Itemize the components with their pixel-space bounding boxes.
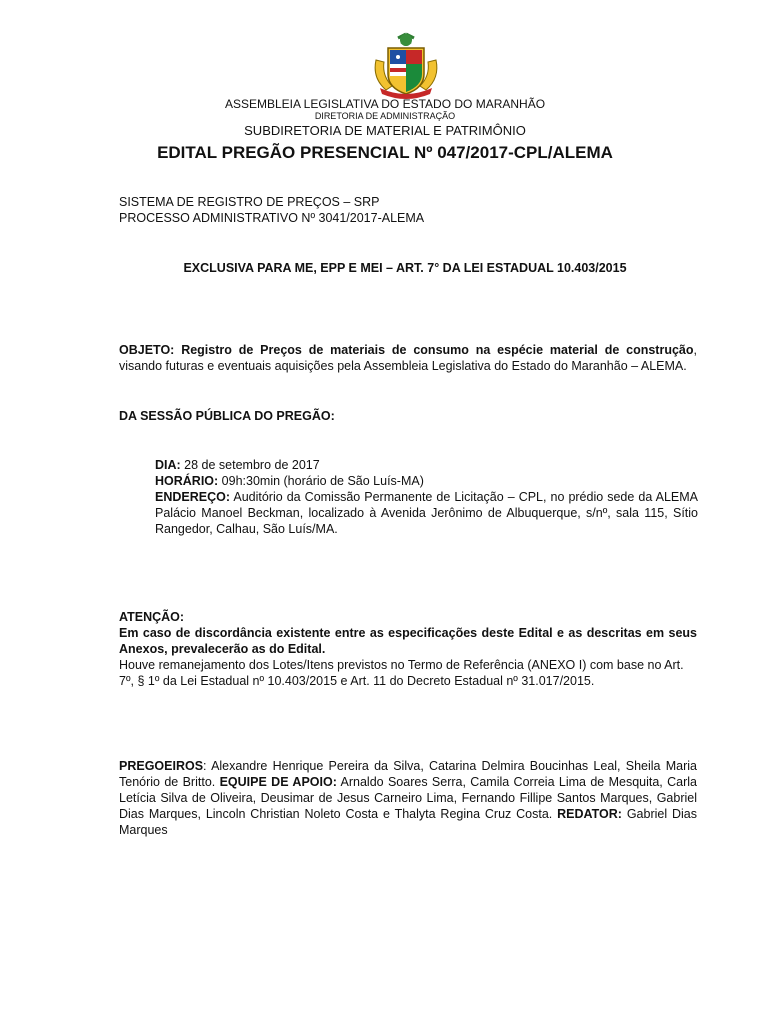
date-label: DIA:	[155, 458, 181, 472]
editor-name: Gabriel Dias Marques	[119, 807, 697, 837]
address-label: ENDEREÇO:	[155, 490, 231, 504]
exclusive-notice: EXCLUSIVA PARA ME, EPP E MEI – ART. 7° DA LEI ESTADUAL 10.403/2015	[183, 261, 627, 275]
subdirectorate-name: SUBDIRETORIA DE MATERIAL E PATRIMÔNIO	[244, 123, 526, 138]
editor-label: REDATOR:	[557, 807, 622, 821]
object-paragraph	[119, 342, 697, 374]
team-paragraph	[119, 758, 697, 838]
session-details	[155, 457, 698, 537]
object-text: , visando futuras e eventuais aquisições pela Assembleia Legislativa do Estado do Maranhão – ALEMA.	[119, 343, 697, 373]
process-line: PROCESSO ADMINISTRATIVO Nº 3041/2017-ALEMA	[119, 211, 425, 225]
support-team-label: EQUIPE DE APOIO:	[219, 775, 337, 789]
date-value: 28 de setembro de 2017	[180, 458, 320, 472]
address-value: Auditório da Comissão Permanente de Licitação – CPL, no prédio sede da ALEMA Palácio Manoel Beckman, localizado à Avenida Jerônimo de Albuquerque, s/nº, sala 115, Sítio Rangedor, Calhau, São Luís/MA.	[155, 490, 698, 536]
institution-name: ASSEMBLEIA LEGISLATIVA DO ESTADO DO MARANHÃO	[224, 97, 546, 111]
attention-label: ATENÇÃO:	[119, 610, 185, 624]
document-title: EDITAL PREGÃO PRESENCIAL Nº 047/2017-CPL/ALEMA	[157, 143, 613, 162]
coat-of-arms-icon	[368, 30, 444, 100]
srp-block	[119, 194, 697, 226]
object-label: OBJETO:	[119, 343, 175, 357]
attention-block	[119, 609, 697, 689]
pregoeiros-names: : Alexandre Henrique Pereira da Silva, Catarina Delmira Boucinhas Leal, Sheila Maria Tenório de Britto.	[119, 759, 697, 789]
pregoeiros-label: PREGOEIROS	[119, 759, 204, 773]
support-team-names: Arnaldo Soares Serra, Camila Correia Lima de Mesquita, Carla Letícia Silva de Oliveira, Deusimar de Jesus Carneiro Lima, Fernando Fillipe Santos Marques, Gabriel Dias Marques, Lincoln Christian Noleto Costa e Thalyta Regina Cruz Costa.	[119, 775, 697, 821]
directorate-name: DIRETORIA DE ADMINISTRAÇÃO	[314, 111, 456, 121]
time-value: 09h:30min (horário de São Luís-MA)	[218, 474, 424, 488]
time-label: HORÁRIO:	[155, 474, 219, 488]
attention-text: Houve remanejamento dos Lotes/Itens previstos no Termo de Referência (ANEXO I) com base no Art. 7º, § 1º da Lei Estadual nº 10.403/2015 e Art. 11 do Decreto Estadual nº 31.017/2015.	[119, 658, 684, 688]
srp-line: SISTEMA DE REGISTRO DE PREÇOS – SRP	[119, 195, 380, 209]
session-heading: DA SESSÃO PÚBLICA DO PREGÃO:	[119, 409, 335, 423]
object-bold-text: Registro de Preços de materiais de consumo na espécie material de construção	[174, 343, 694, 357]
attention-bold-text: Em caso de discordância existente entre as especificações deste Edital e as descritas em seus Anexos, prevalecerão as do Edital.	[119, 626, 697, 656]
